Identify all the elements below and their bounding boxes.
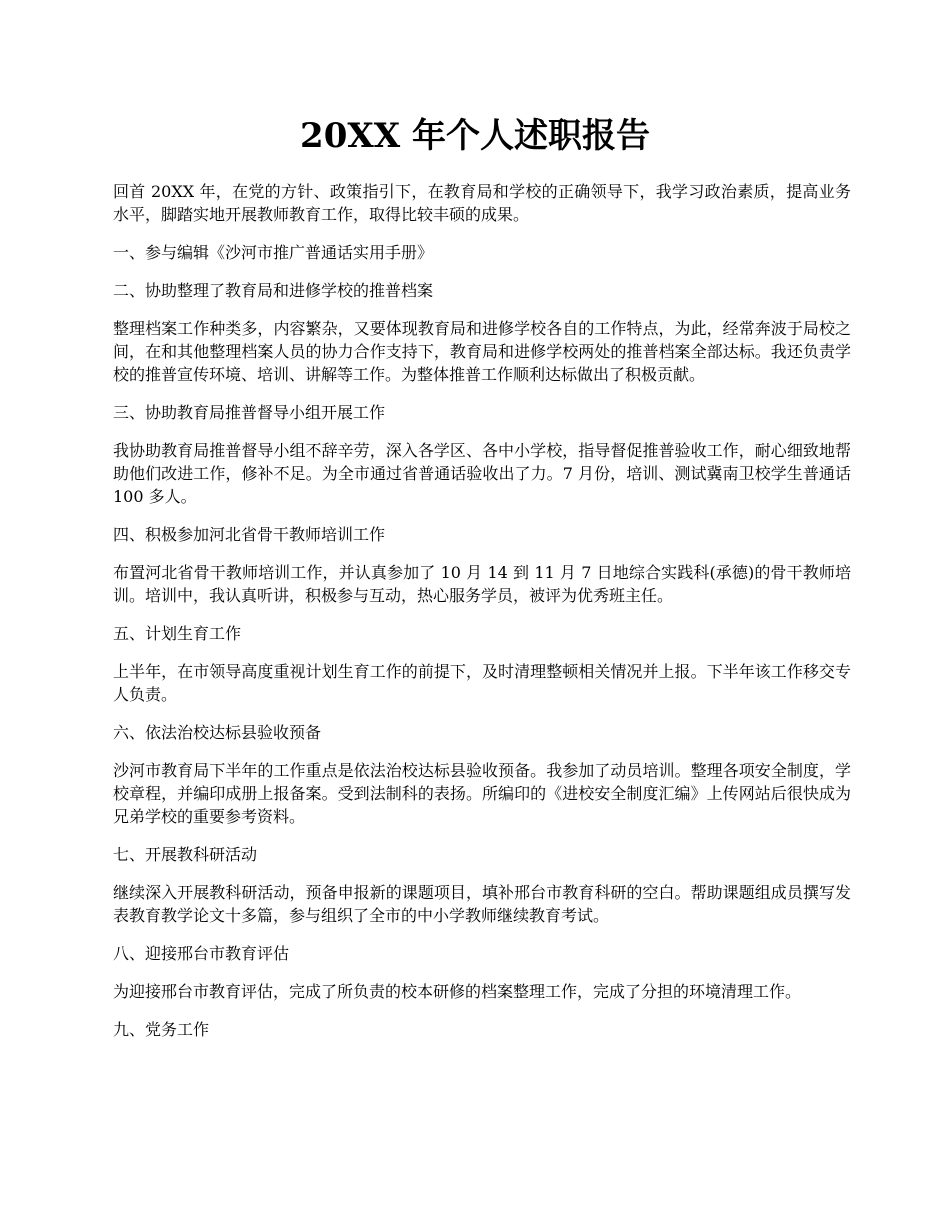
paragraph-6: 沙河市教育局下半年的工作重点是依法治校达标县验收预备。我参加了动员培训。整理各项安全制度，学校章程，并编印成册上报备案。受到法制科的表扬。所编印的《进校安全制度汇编》上传网站后很快成为兄弟学校的重要参考资料。 (113, 761, 851, 826)
paragraph-8: 为迎接邢台市教育评估，完成了所负责的校本研修的档案整理工作，完成了分担的环境清理工作。 (113, 982, 802, 1001)
section-heading-9: 九、党务工作 (113, 1020, 210, 1039)
section-heading-4: 四、积极参加河北省骨干教师培训工作 (113, 525, 386, 544)
section-heading-5: 五、计划生育工作 (113, 624, 242, 643)
document-body (113, 180, 851, 1056)
section-heading-8: 八、迎接邢台市教育评估 (113, 944, 290, 963)
paragraph-7: 继续深入开展教科研活动，预备申报新的课题项目，填补邢台市教育科研的空白。帮助课题组成员撰写发表教育教学论文十多篇，参与组织了全市的中小学教师继续教育考试。 (113, 883, 851, 925)
paragraph-3: 我协助教育局推普督导小组不辞辛劳，深入各学区、各中小学校，指导督促推普验收工作，耐心细致地帮助他们改进工作，修补不足。为全市通过省普通话验收出了力。7 月份，培训、测试冀南卫校学生普通话 100 多人。 (113, 441, 851, 506)
section-heading-2: 二、协助整理了教育局和进修学校的推普档案 (113, 281, 434, 300)
section-heading-6: 六、依法治校达标县验收预备 (113, 723, 322, 742)
section-heading-1: 一、参与编辑《沙河市推广普通话实用手册》 (113, 243, 434, 262)
paragraph-4: 布置河北省骨干教师培训工作，并认真参加了 10 月 14 到 11 月 7 日地综合实践科(承德)的骨干教师培训。培训中，我认真听讲，积极参与互动，热心服务学员，被评为优秀班主任。 (113, 563, 851, 605)
document-title: 20XX 年个人述职报告 (300, 116, 650, 156)
paragraph-intro: 回首 20XX 年，在党的方针、政策指引下，在教育局和学校的正确领导下，我学习政治素质，提高业务水平，脚踏实地开展教师教育工作，取得比较丰硕的成果。 (113, 182, 851, 224)
section-heading-7: 七、开展教科研活动 (113, 845, 258, 864)
paragraph-5: 上半年，在市领导高度重视计划生育工作的前提下，及时清理整顿相关情况并上报。下半年该工作移交专人负责。 (113, 662, 851, 704)
section-heading-3: 三、协助教育局推普督导小组开展工作 (113, 403, 386, 422)
paragraph-2: 整理档案工作种类多，内容繁杂，又要体现教育局和进修学校各自的工作特点，为此，经常奔波于局校之间，在和其他整理档案人员的协力合作支持下，教育局和进修学校两处的推普档案全部达标。我还负责学校的推普宣传环境、培训、讲解等工作。为整体推普工作顺利达标做出了积极贡献。 (113, 319, 851, 384)
